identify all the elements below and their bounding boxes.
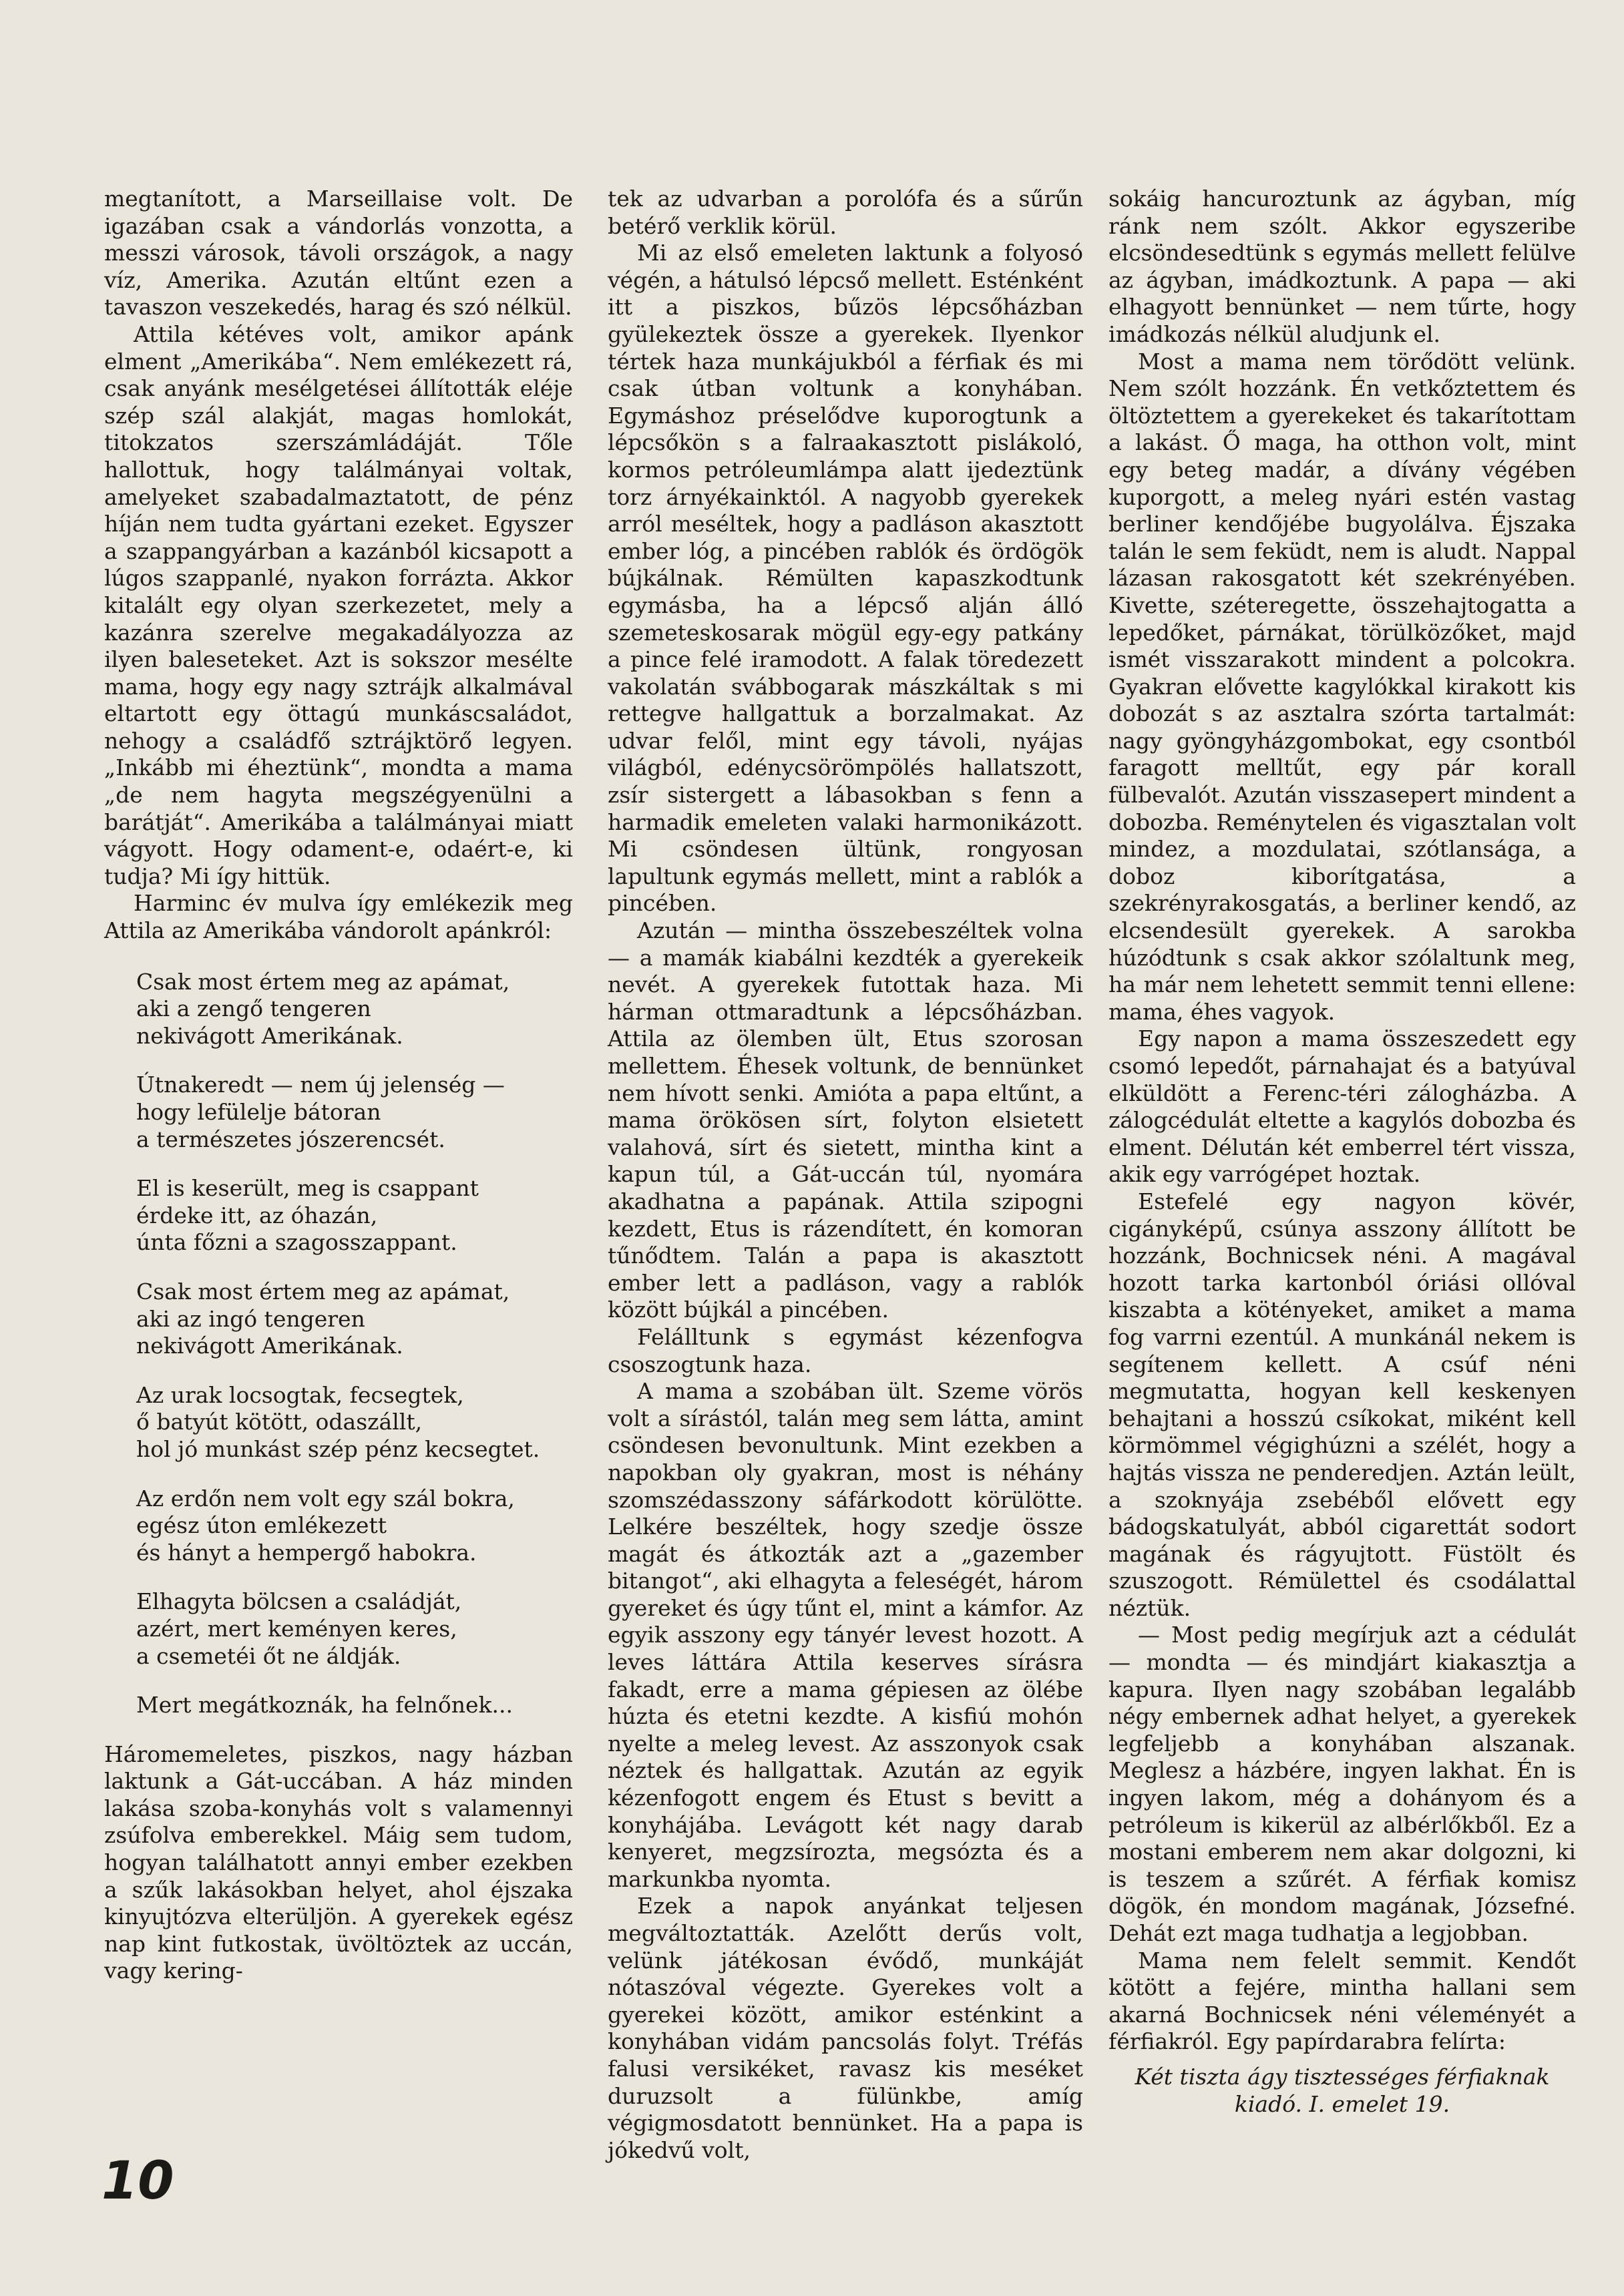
poem-line: azért, mert keményen keres, [136, 1615, 457, 1642]
paragraph: Azután — mintha összebeszéltek volna — a mamák kiabálni kezdték a gyerekeik nevét. A gyerekek futottak haza. Mi hárman ottmaradtunk a lépcsőházban. Attila az ölemben ült, Etus szorosan mellettem. Éhesek voltunk, de bennünket nem hívott senki. Amióta a papa eltűnt, a mama örökösen sírt, folyton elsietett valahová, sírt és sietett, mintha kint a kapun túl, a Gát-uccán túl, nyomára akadhatna a papának. Attila szipogni kezdett, Etus is rázendített, én komoran tűnődtem. Talán a papa is akasztott ember lett a padláson, vagy a rablók között bújkál a pincében. [608, 917, 1083, 1323]
page-number: 10 [102, 2151, 174, 2211]
poem-line: nekivágott Amerikának. [136, 1333, 403, 1359]
poem-line: ő batyút kötött, odaszállt, [136, 1409, 423, 1435]
notice-line: Két tiszta ágy tisztességes férfiaknak [1135, 2063, 1550, 2090]
poem-line: aki az ingó tengeren [136, 1305, 365, 1332]
poem-line: Az urak locsogtak, fecsegtek, [136, 1381, 464, 1408]
poem-line: Mert megátkoznák, ha felnőnek... [136, 1692, 513, 1718]
paragraph: Ezek a napok anyánkat teljesen megváltoztatták. Azelőtt derűs volt, velünk játékosan évődő, munkáját nótaszóval végezte. Gyerekes volt a gyerekei között, amikor esténkint a konyhában vidám pancsolás folyt. Tréfás falusi versikéket, ravasz kis meséket duruzsolt a fülünkbe, amíg végigmosdatott bennünket. Ha a papa is jókedvű volt, [608, 1893, 1083, 2163]
paragraph: — Most pedig megírjuk azt a cédulát — mondta — és mindjárt kiakasztja a kapura. Ilyen nagy szobában legalább négy embernek adhat helyet, a gyerekek legfeljebb a konyhában alszanak. Meglesz a házbére, ingyen lakhat. Én is ingyen lakom, még a dohányom és a petróleum is kikerül az albérlőkből. Ez a mostani emberem nem akar dolgozni, ki is teszem a szűrét. A férfiak komisz dögök, én mondom magának, Józsefné. Dehát ezt maga tudhatja a legjobban. [1108, 1622, 1576, 1946]
poem-stanza [136, 1692, 573, 1719]
paragraph: megtanított, a Marseillaise volt. De igazában csak a vándorlás vonzotta, a messzi városok, távoli országok, a nagy víz, Amerika. Azután eltűnt ezen a tavaszon veszekedés, harag és szó nélkül. [104, 186, 573, 320]
poem-line: Elhagyta bölcsen a családját, [136, 1588, 462, 1615]
rental-notice [1108, 2064, 1576, 2118]
poem-line: Csak most értem meg az apámat, [136, 968, 510, 995]
notice-line: kiadó. I. emelet 19. [1234, 2090, 1450, 2117]
text-column-2 [608, 186, 1083, 2164]
poem-line: Útnakeredt — nem új jelenség — [136, 1072, 505, 1098]
poem-line: nekivágott Amerikának. [136, 1022, 403, 1049]
paragraph: Háromemeletes, piszkos, nagy házban laktunk a Gát-uccában. A ház minden lakása szoba-konyhás volt s valamennyi zsúfolva emberekkel. Máig sem tudom, hogyan találhatott annyi ember ezekben a szűk lakásokban helyet, ahol éjszaka kinyujtózva elterüljön. A gyerekek egész nap kint futkostak, üvöltöztek az uccán, vagy kering- [104, 1741, 573, 1984]
poem-stanza [136, 1485, 573, 1567]
paragraph: Estefelé egy nagyon kövér, cigányképű, csúnya asszony állított be hozzánk, Bochnicsek néni. A magával hozott tarka kartonból óriási ollóval kiszabta a kötényeket, amiket a mama fog varrni ezentúl. A munkánál nekem is segítenem kellett. A csúf néni megmutatta, hogyan kell keskenyen behajtani a hosszú csíkokat, miként kell körmömmel végighúzni a szélét, hogy a hajtás vissza ne penderedjen. Aztán leült, a szoknyája zsebéből elővett egy bádogskatulyát, abból cigarettát sodort magának és rágyujtott. Füstölt és szuszogott. Rémülettel és csodálattal néztük. [1108, 1188, 1576, 1621]
paragraph: Attila kétéves volt, amikor apánk elment „Amerikába“. Nem emlékezett rá, csak anyánk mesélgetései állították eléje szép szál alakját, magas homlokát, titokzatos szerszámládáját. Tőle hallottuk, hogy találmányai voltak, amelyeket szabadalmaztatott, de pénz híján nem tudta gyártani ezeket. Egyszer a szappangyárban a kazánból kicsapott a lúgos szappanlé, nyakon forrázta. Akkor kitalált egy olyan szerkezetet, mely a kazánra szerelve megakadályozza az ilyen baleseteket. Azt is sokszor mesélte mama, hogy egy nagy sztrájk alkalmával eltartott egy öttagú munkáscsaládot, nehogy a családfő sztrájktörő legyen. „Inkább mi éheztünk“, mondta a mama „de nem hagyta megszégyenülni a barátját“. Amerikába a találmányai miatt vágyott. Hogy odament-e, odaért-e, ki tudja? Mi így hittük. [104, 320, 573, 889]
poem-line: únta főzni a szagosszappant. [136, 1229, 457, 1256]
paragraph: Mama nem felelt semmit. Kendőt kötött a fejére, mintha hallani sem akarná Bochnicsek néni véleményét a férfiakról. Egy papírdarabra felírta: [1108, 1947, 1576, 2055]
text-column-3 [1108, 186, 1576, 2118]
poem-stanza [136, 1588, 573, 1670]
poem-stanza [136, 1072, 573, 1153]
poem-stanza [136, 969, 573, 1050]
poem-line: hogy lefülelje bátoran [136, 1099, 381, 1125]
paragraph: A mama a szobában ült. Szeme vörös volt a sírástól, talán meg sem látta, amint csöndesen bevonultunk. Mint ezekben a napokban oly gyakran, most is néhány szomszédasszony sáfárkodott körülötte. Lelkére beszéltek, hogy szedje össze magát és átkozták azt a „gazember bitangot“, aki elhagyta a feleségét, három gyereket és úgy tűnt el, mint a kámfor. Az egyik asszony egy tányér levest hozott. A leves láttára Attila keserves sírásra fakadt, erre a mama gépiesen az ölébe húzta és etetni kezdte. A kisfiú mohón nyelte a meleg levest. Az asszonyok csak néztek és hallgattak. Azután az egyik kézenfogott engem és Etust s bevitt a konyhájába. Levágott két nagy darab kenyeret, megzsírozta, megsózta és a markunkba nyomta. [608, 1378, 1083, 1892]
poem-line: érdeke itt, az óhazán, [136, 1202, 378, 1228]
paragraph: tek az udvarban a porolófa és a sűrűn betérő verklik körül. [608, 186, 1083, 239]
poem-line: aki a zengő tengeren [136, 995, 371, 1022]
poem-line: a természetes jószerencsét. [136, 1126, 445, 1152]
paragraph: Most a mama nem törődött velünk. Nem szólt hozzánk. Én vetkőztettem és öltöztettem a gyerekeket és takarítottam a lakást. Ő maga, ha otthon volt, mint egy beteg madár, a dívány végében kuporgott, a meleg nyári estén vastag berliner kendőjébe bugyolálva. Éjszaka talán le sem feküdt, nem is aludt. Nappal lázasan rakosgatott két szekrényében. Kivette, széteregette, összehajtogatta a lepedőket, párnákat, törülközőket, majd ismét visszarakott mindent a polcokra. Gyakran elővette kagylókkal kirakott kis dobozát s az asztalra szórta tartalmát: nagy gyöngyházgombokat, egy csontból faragott melltűt, egy pár korall fülbevalót. Azután visszasepert mindent a dobozba. Reménytelen és vigasztalan volt mindez, a mozdulatai, szótlansága, a doboz kiborítgatása, a szekrényrakosgatás, a berliner kendő, az elcsendesült gyerekek. A sarokba húzódtunk s csak akkor szólaltunk meg, ha már nem lehetett semmit tenni ellene: mama, éhes vagyok. [1108, 348, 1577, 1025]
paragraph: sokáig hancuroztunk az ágyban, míg ránk nem szólt. Akkor egyszeribe elcsöndesedtünk s egymás mellett felülve az ágyban, imádkoztunk. A papa — aki elhagyott bennünket — nem tűrte, hogy imádkozás nélkül aludjunk el. [1108, 186, 1576, 347]
poem-stanza [136, 1382, 573, 1463]
poem-stanza [136, 1175, 573, 1256]
paragraph: Harminc év mulva így emlékezik meg Attila az Amerikába vándorolt apánkról: [104, 890, 573, 944]
paragraph: Egy napon a mama összeszedett egy csomó lepedőt, párnahajat és a batyúval elküldött a Ferenc-téri zálogházba. A zálogcédulát eltette a kagylós dobozba és elment. Délután két emberrel tért vissza, akik egy varrógépet hoztak. [1108, 1025, 1576, 1188]
poem-line: Csak most értem meg az apámat, [136, 1278, 510, 1305]
paragraph: Felálltunk s egymást kézenfogva csoszogtunk haza. [608, 1323, 1083, 1377]
poem-line: és hányt a hempergő habokra. [136, 1539, 477, 1566]
poem-line: Az erdőn nem volt egy szál bokra, [136, 1485, 515, 1512]
poem-line: El is keserült, meg is csappant [136, 1175, 479, 1202]
poem-line: hol jó munkást szép pénz kecsegtet. [136, 1435, 540, 1462]
text-column-1 [104, 186, 573, 1985]
poem-line: egész úton emlékezett [136, 1512, 387, 1539]
poem-stanza [136, 1279, 573, 1360]
paragraph: Mi az első emeleten laktunk a folyosó végén, a hátulsó lépcső mellett. Esténként itt a piszkos, bűzös lépcsőházban gyülekeztek össze a gyerekek. Ilyenkor tértek haza munkájukból a férfiak és mi csak útban voltunk a konyhában. Egymáshoz préselődve kuporogtunk a lépcsőkön s a falraakasztott pislákoló, kormos petróleumlámpa alatt ijedeztünk torz árnyékainktól. A nagyobb gyerekek arról meséltek, hogy a padláson akasztott ember lóg, a pincében rablók és ördögök bújkálnak. Rémülten kapaszkodtunk egymásba, ha a lépcső alján álló szemeteskosarak mögül egy-egy patkány a pince felé iramodott. A falak töredezett vakolatán svábbogarak mászkáltak s mi rettegve hallgattuk a borzalmakat. Az udvar felől, mint egy távoli, nyájas világból, edénycsörömpölés hallatszott, zsír sistergett a lábasokban s fenn a harmadik emeleten valaki harmonikázott. Mi csöndesen ültünk, rongyosan lapultunk egymás mellett, mint a rablók a pincében. [608, 240, 1083, 917]
poem [136, 969, 573, 1719]
poem-line: a csemetéi őt ne áldják. [136, 1642, 401, 1669]
